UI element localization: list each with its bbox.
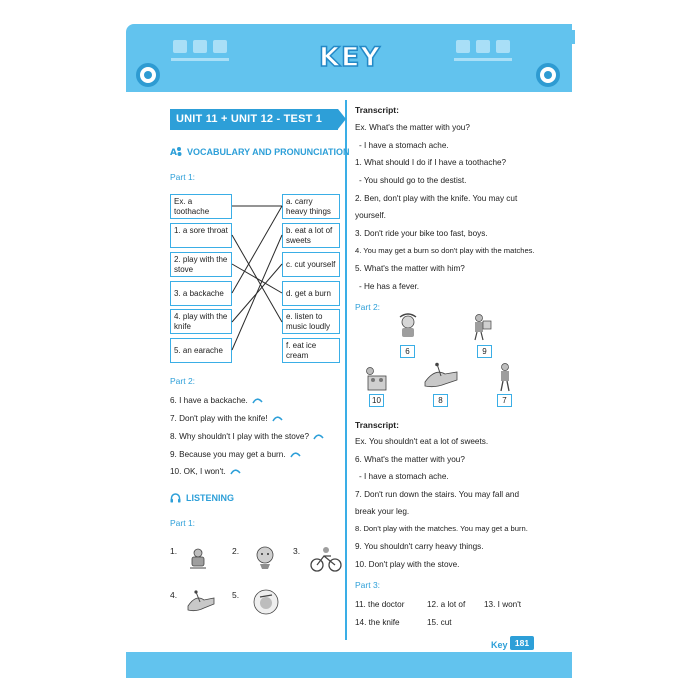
bus-window <box>456 40 470 53</box>
transcript2-heading: Transcript: <box>355 420 399 430</box>
bike-picture-icon <box>310 546 342 572</box>
right-part2-label: Part 2: <box>355 302 381 312</box>
sentence-text: 7. Don't play with the knife! <box>170 414 268 423</box>
picture-number: 4. <box>170 590 178 600</box>
fever-picture-icon <box>252 588 280 616</box>
listening-section-heading <box>170 493 234 503</box>
transcript-line: 9. You shouldn't carry heavy things. <box>355 542 484 551</box>
transcript-line: 1. What should I do if I have a toothache? <box>355 158 507 167</box>
part3-answer: 13. I won't <box>484 600 522 609</box>
bus-wheel-left <box>136 63 160 87</box>
part2-sentence <box>170 467 241 476</box>
vocabulary-icon <box>170 146 182 157</box>
footer-banner <box>126 652 572 678</box>
transcript-line: 3. Don't ride your bike too fast, boys. <box>355 229 488 238</box>
match-left-item: 5. an earache <box>170 338 232 363</box>
match-right-item: d. get a burn <box>282 281 340 306</box>
matches-burn-picture-icon <box>423 362 461 390</box>
transcript-line: break your leg. <box>355 507 410 516</box>
falling-intonation-icon <box>290 451 301 458</box>
matches-picture-icon <box>186 588 218 614</box>
picture-number: 5. <box>232 590 240 600</box>
bus-stripe <box>454 58 512 61</box>
falling-intonation-icon <box>313 433 324 440</box>
svg-text:A: A <box>170 148 177 157</box>
transcript-line: 5. What's the matter with him? <box>355 264 465 273</box>
bus-window <box>476 40 490 53</box>
match-left-item: 2. play with the stove <box>170 252 232 277</box>
transcript-line: yourself. <box>355 211 386 220</box>
answer-number-box: 7 <box>497 394 512 407</box>
part3-label: Part 3: <box>355 580 381 590</box>
match-left-item: 1. a sore throat <box>170 223 232 248</box>
bus-wheel-right <box>536 63 560 87</box>
sentence-text: 10. OK, I won't. <box>170 467 226 476</box>
header-banner-tab <box>545 30 575 44</box>
bus-window <box>213 40 227 53</box>
picture-number: 3. <box>293 546 301 556</box>
part3-answer: 12. a lot of <box>427 600 466 609</box>
transcript-line: 6. What's the matter with you? <box>355 455 465 464</box>
toothache-picture-icon <box>186 546 210 572</box>
listening-heading-text: LISTENING <box>186 493 235 503</box>
vocab-section-heading <box>170 146 350 157</box>
picture-number: 2. <box>232 546 240 556</box>
match-right-item: c. cut yourself <box>282 252 340 277</box>
falling-intonation-icon <box>252 397 263 404</box>
part2-sentence <box>170 450 301 459</box>
column-divider <box>345 100 347 640</box>
part2-sentence <box>170 432 324 441</box>
part2-sentence <box>170 414 283 423</box>
bus-window <box>193 40 207 53</box>
answer-number-box: 8 <box>433 394 448 407</box>
falling-intonation-icon <box>230 468 241 475</box>
unit-title: UNIT 11 + UNIT 12 - TEST 1 <box>170 109 338 130</box>
stairs-picture-icon <box>494 362 516 392</box>
match-right-item: b. eat a lot of sweets <box>282 223 340 248</box>
sentence-text: 6. I have a backache. <box>170 396 248 405</box>
transcript-line: Ex. What's the matter with you? <box>355 123 470 132</box>
part2-label: Part 2: <box>170 376 196 386</box>
stomach-ache-picture-icon <box>395 313 421 339</box>
footer-key-label: Key <box>491 640 508 650</box>
transcript-line: - He has a fever. <box>359 282 420 291</box>
bus-window <box>496 40 510 53</box>
falling-intonation-icon <box>272 415 283 422</box>
bus-window <box>173 40 187 53</box>
knife-cut-picture-icon <box>252 544 278 570</box>
headphones-icon <box>170 493 181 503</box>
bus-stripe <box>171 58 229 61</box>
transcript-line: 2. Ben, don't play with the knife. You may cut <box>355 194 518 203</box>
transcript-line: - I have a stomach ache. <box>359 472 449 481</box>
match-right-item: f. eat ice cream <box>282 338 340 363</box>
sentence-text: 9. Because you may get a burn. <box>170 450 286 459</box>
match-right-item: a. carry heavy things <box>282 194 340 219</box>
part3-answer: 14. the knife <box>355 618 400 627</box>
sentence-text: 8. Why shouldn't I play with the stove? <box>170 432 310 441</box>
transcript-line: 10. Don't play with the stove. <box>355 560 460 569</box>
picture-number: 1. <box>170 546 178 556</box>
part1-label: Part 1: <box>170 172 196 182</box>
carry-heavy-picture-icon <box>470 313 494 341</box>
vocab-heading-text: VOCABULARY AND PRONUNCIATION <box>187 146 350 157</box>
part3-answer: 15. cut <box>427 618 452 627</box>
listening-part1-label: Part 1: <box>170 518 196 528</box>
transcript-line: 4. You may get a burn so don't play with the matches. <box>355 246 535 255</box>
transcript-line: - You should go to the destist. <box>359 176 467 185</box>
match-right-item: e. listen to music loudly <box>282 309 340 334</box>
answer-number-box: 9 <box>477 345 492 358</box>
stove-picture-icon <box>362 366 390 392</box>
answer-number-box: 6 <box>400 345 415 358</box>
answer-number-box: 10 <box>369 394 384 407</box>
transcript-line: 7. Don't run down the stairs. You may fall and <box>355 490 520 499</box>
match-left-item: 4. play with the knife <box>170 309 232 334</box>
transcript-line: - I have a stomach ache. <box>359 141 449 150</box>
match-left-item: Ex. a toothache <box>170 194 232 219</box>
part3-answer: 11. the doctor <box>355 600 405 609</box>
transcript-line: Ex. You shouldn't eat a lot of sweets. <box>355 437 489 446</box>
part2-sentence <box>170 396 263 405</box>
transcript-line: 8. Don't play with the matches. You may get a burn. <box>355 524 528 533</box>
match-left-item: 3. a backache <box>170 281 232 306</box>
page-title: KEY <box>319 42 381 73</box>
page-number: 181 <box>510 636 534 650</box>
transcript1-heading: Transcript: <box>355 105 399 115</box>
